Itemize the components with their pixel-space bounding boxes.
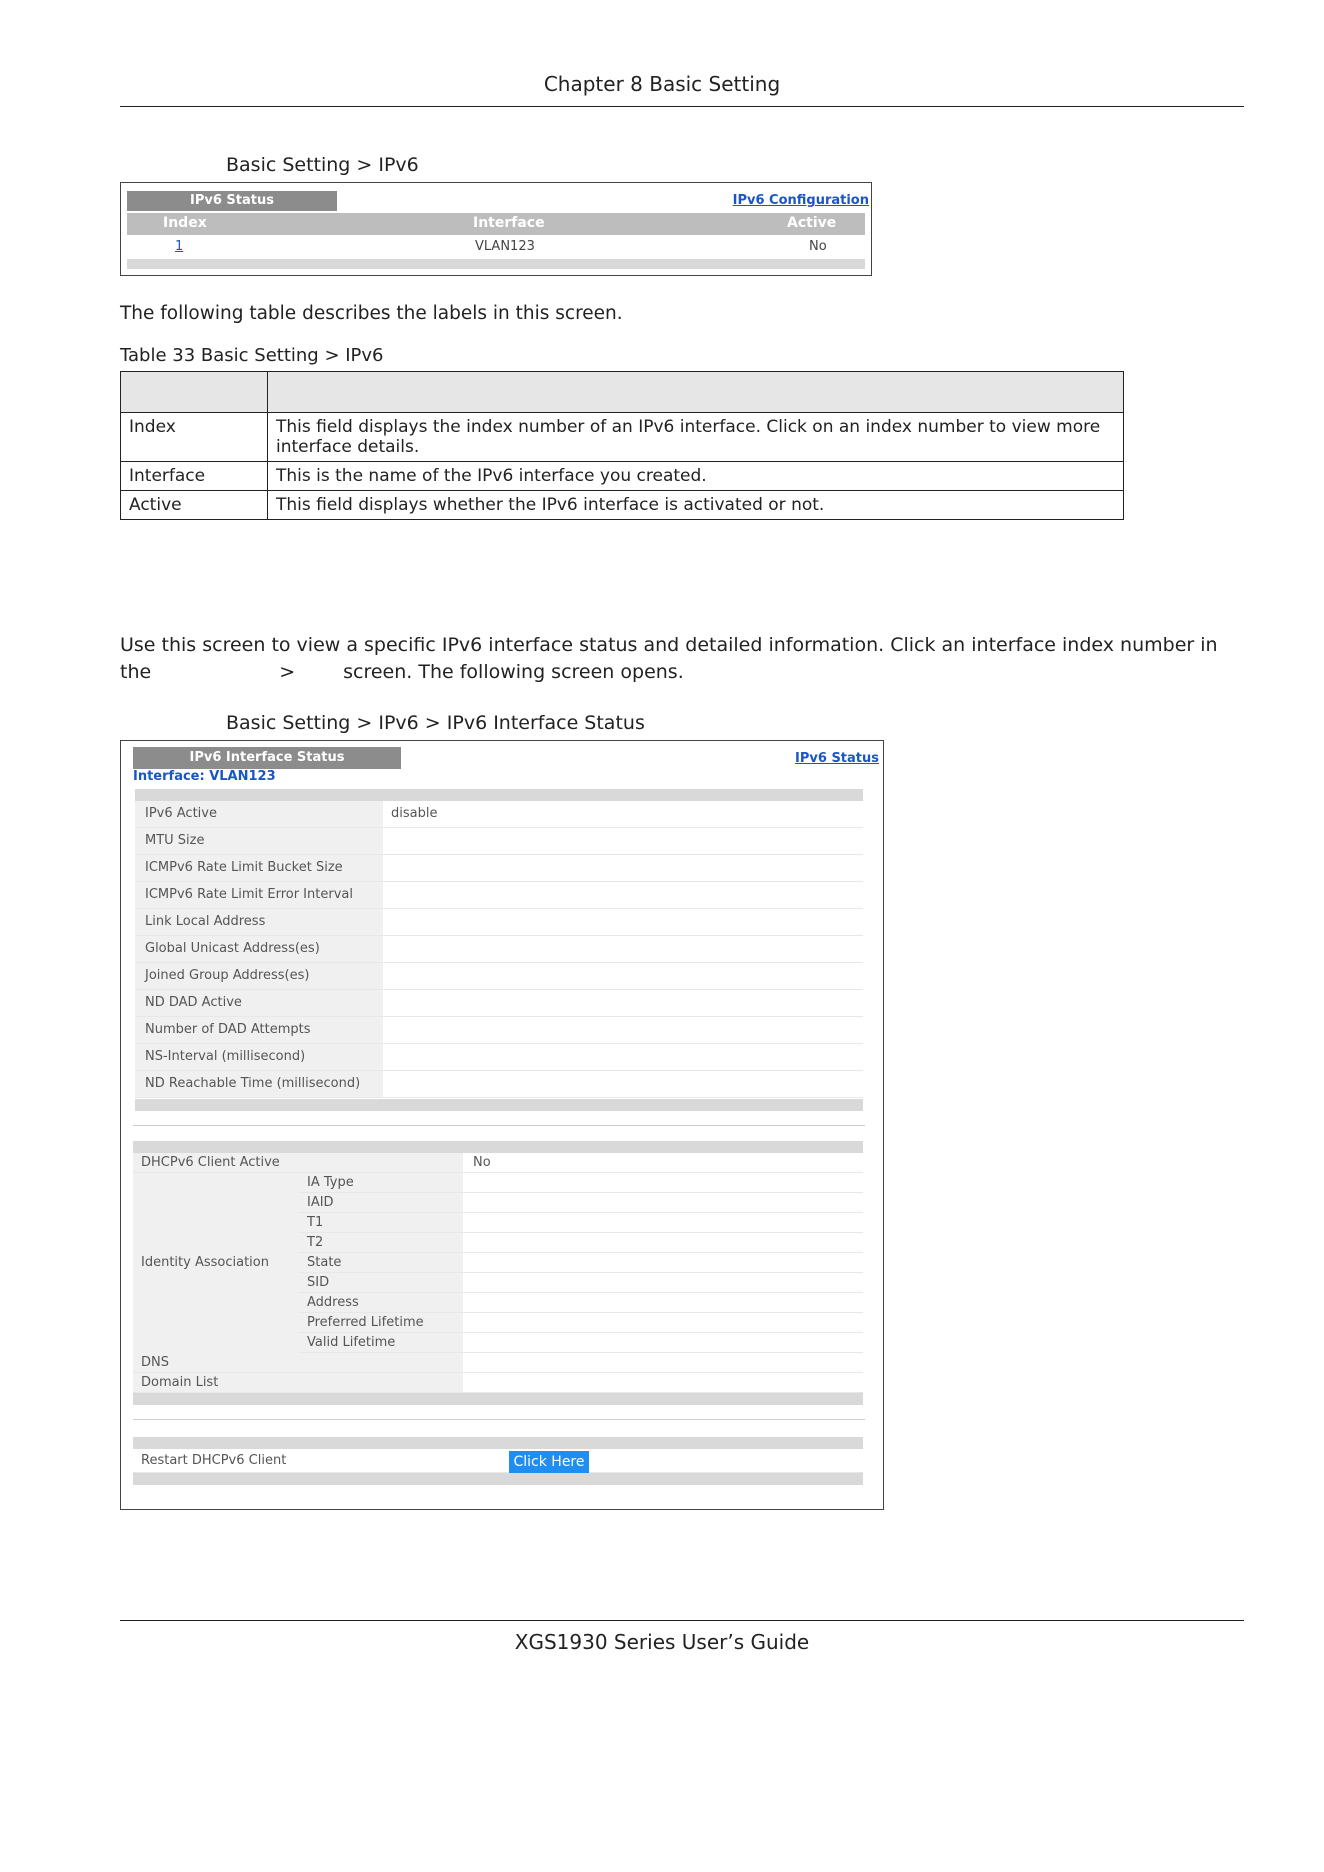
row-label: Active (121, 491, 268, 520)
section-bar (135, 789, 863, 801)
t2-value (463, 1233, 863, 1253)
ipv6-status-tab: IPv6 Status (127, 191, 337, 211)
field-ns-interval: NS-Interval (millisecond) (135, 1044, 863, 1071)
header-rule (120, 106, 1244, 107)
page-footer: XGS1930 Series User’s Guide (514, 1630, 810, 1654)
section-bar (133, 1141, 863, 1153)
field-icmpv6-error-interval: ICMPv6 Rate Limit Error Interval (135, 882, 863, 909)
chapter-header: Chapter 8 Basic Setting (543, 72, 781, 96)
field-link-local-address: Link Local Address (135, 909, 863, 936)
table-header-row (121, 372, 1124, 413)
address-value (463, 1293, 863, 1313)
divider (133, 1125, 865, 1126)
sid-label: SID (298, 1273, 463, 1293)
dns-label: DNS (133, 1353, 463, 1373)
description-header (268, 372, 1124, 413)
section-bar (135, 1099, 863, 1111)
row-description: This field displays the index number of an IPv6 interface. Click on an index number to view more interface details. (268, 413, 1124, 462)
figure1-caption: Basic Setting > IPv6 (226, 154, 419, 176)
interface-value: VLAN123 (475, 239, 535, 254)
section-bar (133, 1473, 863, 1485)
column-index: Index (163, 215, 207, 231)
ia-type-label: IA Type (298, 1173, 463, 1193)
interface-label: Interface: VLAN123 (133, 769, 276, 784)
label-header (121, 372, 268, 413)
active-value: No (809, 239, 827, 254)
ia-type-value (463, 1173, 863, 1193)
ipv6-status-screen (120, 182, 872, 276)
domain-list-label: Domain List (133, 1373, 463, 1393)
divider (133, 1419, 865, 1420)
row-label: Index (121, 413, 268, 462)
identity-association-label: Identity Association (141, 1255, 269, 1270)
valid-lifetime-label: Valid Lifetime (298, 1333, 463, 1353)
row-description: This is the name of the IPv6 interface you created. (268, 462, 1124, 491)
field-nd-dad-active: ND DAD Active (135, 990, 863, 1017)
t1-label: T1 (298, 1213, 463, 1233)
intro-text: The following table describes the labels in this screen. (120, 303, 623, 324)
field-dad-attempts: Number of DAD Attempts (135, 1017, 863, 1044)
identity-association-cell (133, 1173, 298, 1353)
dhcpv6-client-active-value: No (463, 1153, 863, 1173)
t2-label: T2 (298, 1233, 463, 1253)
section-bar (133, 1393, 863, 1405)
row-label: Interface (121, 462, 268, 491)
dns-value (463, 1353, 863, 1373)
iaid-label: IAID (298, 1193, 463, 1213)
table-row (127, 237, 865, 257)
table33-caption: Table 33 Basic Setting > IPv6 (120, 345, 384, 366)
field-global-unicast: Global Unicast Address(es) (135, 936, 863, 963)
address-label: Address (298, 1293, 463, 1313)
state-value (463, 1253, 863, 1273)
preferred-lifetime-label: Preferred Lifetime (298, 1313, 463, 1333)
table-row (121, 462, 1124, 491)
section-text-line2: the > screen. The following screen opens. (120, 661, 684, 683)
valid-lifetime-value (463, 1333, 863, 1353)
column-active: Active (787, 215, 837, 231)
section-bar (133, 1437, 863, 1449)
field-icmpv6-bucket-size: ICMPv6 Rate Limit Bucket Size (135, 855, 863, 882)
t1-value (463, 1213, 863, 1233)
column-header-row (127, 213, 865, 235)
domain-list-value (463, 1373, 863, 1393)
section-text-line1: Use this screen to view a specific IPv6 interface status and detailed information. Click an interface index number in (120, 634, 1218, 656)
table-row (121, 491, 1124, 520)
field-mtu-size: MTU Size (135, 828, 863, 855)
state-label: State (298, 1253, 463, 1273)
field-nd-reachable-time: ND Reachable Time (millisecond) (135, 1071, 863, 1098)
ipv6-status-link[interactable]: IPv6 Status (795, 751, 879, 766)
dhcpv6-client-active-label: DHCPv6 Client Active (133, 1153, 463, 1173)
ipv6-interface-status-tab: IPv6 Interface Status (133, 747, 401, 769)
table-row (121, 413, 1124, 462)
click-here-button[interactable]: Click Here (509, 1451, 589, 1473)
footer-rule (120, 1620, 1244, 1621)
field-ipv6-active: IPv6 Active disable (135, 801, 863, 828)
restart-dhcpv6-row (133, 1449, 863, 1473)
figure2-caption: Basic Setting > IPv6 > IPv6 Interface Status (226, 712, 645, 734)
row-description: This field displays whether the IPv6 interface is activated or not. (268, 491, 1124, 520)
field-joined-group: Joined Group Address(es) (135, 963, 863, 990)
ipv6-configuration-link[interactable]: IPv6 Configuration (732, 193, 869, 208)
iaid-value (463, 1193, 863, 1213)
preferred-lifetime-value (463, 1313, 863, 1333)
restart-dhcpv6-label: Restart DHCPv6 Client (141, 1453, 287, 1468)
table33 (120, 371, 1124, 520)
index-link[interactable]: 1 (175, 239, 184, 254)
table-footer-bar (127, 259, 865, 269)
ipv6-interface-status-screen (120, 740, 884, 1510)
sid-value (463, 1273, 863, 1293)
column-interface: Interface (473, 215, 545, 231)
